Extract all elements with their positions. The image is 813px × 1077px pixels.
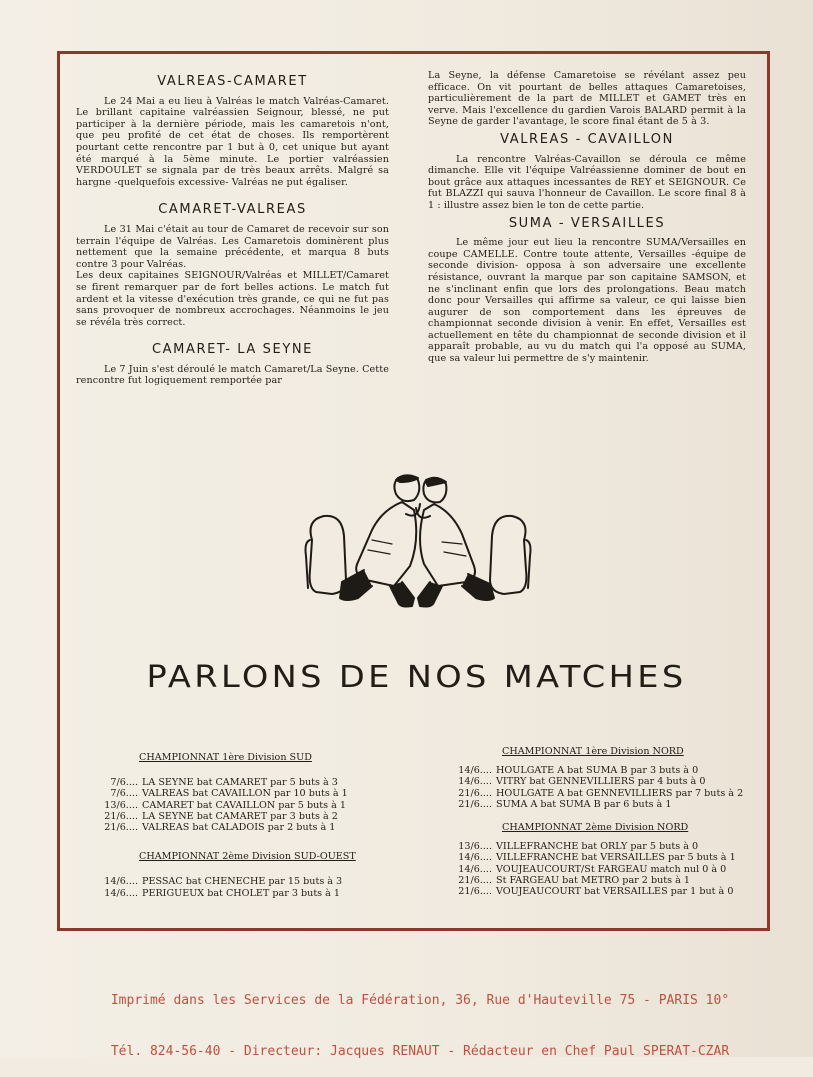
result-date: 21/6....	[458, 798, 492, 810]
championship-heading: CHAMPIONNAT 1ère Division NORD	[502, 746, 684, 757]
result-row	[84, 822, 384, 833]
result-row	[440, 765, 760, 776]
article-heading: SUMA - VERSAILLES	[508, 215, 666, 231]
result-date: 21/6....	[458, 874, 492, 886]
article-paragraph: Le 31 Mai c'était au tour de Camaret de recevoir sur son terrain l'équipe de Valréas. Les Camaretois dominèrent plus nettement que la semaine précédente, et marqua 8 buts contre 3 pour Valréas.	[76, 223, 389, 270]
result-date: 7/6....	[110, 777, 138, 789]
result-date: 13/6....	[458, 841, 492, 853]
two-men-armchair-illustration	[302, 470, 534, 620]
result-row	[440, 864, 760, 875]
results-left-block	[84, 752, 384, 899]
result-row	[440, 788, 760, 799]
result-text: HOULGATE A bat SUMA B par 3 buts à 0	[496, 765, 699, 777]
result-date: 14/6....	[458, 776, 492, 788]
result-row	[440, 852, 760, 863]
result-row	[84, 777, 384, 788]
result-text: SUMA A bat SUMA B par 6 buts à 1	[496, 798, 672, 810]
article-paragraph: Le 7 Juin s'est déroulé le match Camaret/La Seyne. Cette rencontre fut logiquement remportée par	[76, 363, 389, 387]
result-text: VITRY bat GENNEVILLIERS par 4 buts à 0	[496, 776, 706, 788]
right-article-column	[428, 70, 746, 365]
result-row	[84, 811, 384, 822]
result-text: St FARGEAU bat METRO par 2 buts à 1	[496, 874, 690, 886]
article-paragraph: Le même jour eut lieu la rencontre SUMA/Versailles en coupe CAMELLE. Contre toute attente, Versailles -équipe de seconde division- opposa à son adversaire une excellente résistance, ouvrant la marque par son capitaine SAMSON, et ne s'inclinant enfin que lors des prolongations. Beau match donc pour Versailles qui affirme sa valeur, ce qui laisse bien augurer de son comportement dans les épreuves de championnat seconde division à venir. En effet, Versailles est actuellement en tête du championnat de seconde division et il apparaît probable, au vu du match qui l'a opposé au SUMA, que sa valeur lui permettre de s'y maintenir.	[428, 237, 746, 365]
result-text: VALREAS bat CAVAILLON par 10 buts à 1	[142, 788, 348, 800]
result-row	[84, 876, 384, 887]
article-heading: VALREAS - CAVAILLON	[500, 131, 674, 147]
article-heading: CAMARET- LA SEYNE	[151, 342, 313, 358]
footer-line: Imprimé dans les Services de la Fédération, 36, Rue d'Hauteville 75 - PARIS 10°	[110, 993, 730, 1008]
championship-heading: CHAMPIONNAT 2ème Division SUD-OUEST	[139, 851, 356, 863]
result-text: PESSAC bat CHENECHE par 15 buts à 3	[142, 876, 343, 888]
result-row	[84, 788, 384, 799]
results-right-block	[440, 746, 760, 897]
result-row	[84, 888, 384, 899]
footer-line: Tél. 824-56-40 - Directeur: Jacques RENAUT - Rédacteur en Chef Paul SPERAT-CZAR	[110, 1044, 730, 1059]
result-row	[440, 875, 760, 886]
result-date: 14/6....	[104, 876, 138, 888]
article-paragraph: Le 24 Mai a eu lieu à Valréas le match Valréas-Camaret. Le brillant capitaine valréassien Seignour, blessé, ne put participer à la dernière période, mais les camaretois n'ont, que peu profité de cet état de choses. Ils remportèrent pourtant cette rencontre par 1 but à 0, cet unique but ayant été marqué à la 5ème minute. Le portier valréassien VERDOULET se signala par de très beaux arrêts. Malgré sa hargne -quelquefois excessive- Valréas ne put égaliser.	[76, 95, 389, 188]
result-row	[440, 886, 760, 897]
article-paragraph: Les deux capitaines SEIGNOUR/Valréas et MILLET/Camaret se firent remarquer par de fort belles actions. Le match fut ardent et la vitesse d'exécution très grande, ce qui ne fut pas sans provoquer de nombreux accrochages. Néanmoins le jeu se révéla très correct.	[76, 270, 389, 328]
result-text: LA SEYNE bat CAMARET par 3 buts à 2	[142, 810, 338, 822]
article-heading: CAMARET-VALREAS	[158, 202, 307, 218]
page-title: PARLONS DE NOS MATCHES	[146, 660, 687, 695]
result-text: VILLEFRANCHE bat VERSAILLES par 5 buts à 1	[496, 852, 736, 864]
article-paragraph: La rencontre Valréas-Cavaillon se déroula ce même dimanche. Elle vit l'équipe Valréassienne dominer de bout en bout grâce aux attaques incessantes de REY et SEIGNOUR. Ce fut BLAZZI qui sauva l'honneur de Cavaillon. Le score final 8 à 1 : illustre assez bien le ton de cette partie.	[428, 153, 746, 211]
result-date: 13/6....	[104, 799, 138, 811]
article-heading: VALREAS-CAMARET	[157, 74, 308, 89]
printer-footer	[80, 958, 760, 1077]
result-row	[440, 799, 760, 810]
result-row	[440, 776, 760, 787]
result-date: 7/6....	[110, 788, 138, 800]
result-date: 14/6....	[458, 863, 492, 875]
championship-heading: CHAMPIONNAT 2ème Division NORD	[502, 822, 689, 834]
result-row	[84, 800, 384, 811]
result-date: 14/6....	[458, 852, 492, 864]
article-paragraph: La Seyne, la défense Camaretoise se révélant assez peu efficace. On vit pourtant de belles attaques Camaretoises, particulièrement de la part de MILLET et GAMET très en verve. Mais l'excellence du gardien Varois BALARD permit à la Seyne de garder l'avantage, le score final étant de 5 à 3.	[428, 70, 746, 128]
result-date: 14/6....	[104, 887, 138, 899]
result-text: VOUJEAUCOURT bat VERSAILLES par 1 but à 0	[496, 886, 734, 898]
result-date: 21/6....	[458, 886, 492, 898]
championship-heading: CHAMPIONNAT 1ère Division SUD	[139, 752, 312, 763]
result-row	[440, 841, 760, 852]
result-date: 21/6....	[458, 787, 492, 799]
result-text: HOULGATE A bat GENNEVILLIERS par 7 buts à 2	[496, 787, 744, 799]
result-text: VOUJEAUCOURT/St FARGEAU match nul 0 à 0	[496, 863, 727, 875]
result-date: 14/6....	[458, 765, 492, 777]
result-text: LA SEYNE bat CAMARET par 5 buts à 3	[142, 777, 338, 789]
result-text: PERIGUEUX bat CHOLET par 3 buts à 1	[142, 887, 341, 899]
result-text: CAMARET bat CAVAILLON par 5 buts à 1	[142, 799, 346, 811]
result-date: 21/6....	[104, 810, 138, 822]
left-article-column	[76, 70, 389, 387]
result-text: VALREAS bat CALADOIS par 2 buts à 1	[142, 822, 336, 834]
result-date: 21/6....	[104, 822, 138, 834]
result-text: VILLEFRANCHE bat ORLY par 5 buts à 0	[496, 841, 699, 853]
